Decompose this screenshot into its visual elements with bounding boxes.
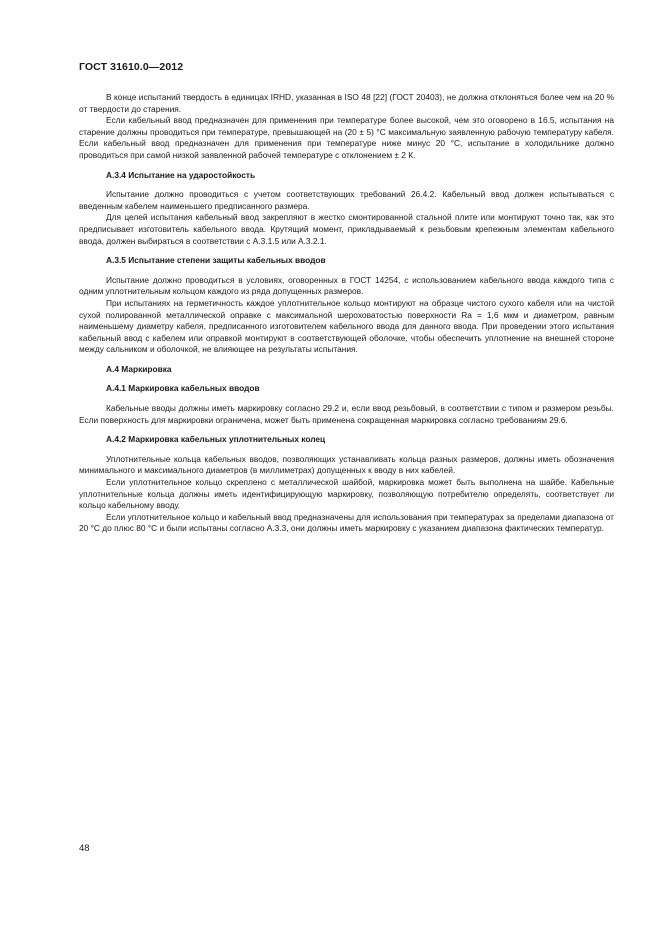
paragraph: Испытание должно проводиться с учетом соответствующих требований 26.4.2. Кабельный ввод должен испытываться с введенным кабелем наименьшего предписанного размера. bbox=[79, 189, 614, 211]
page-number: 48 bbox=[79, 843, 90, 854]
paragraph: Если уплотнительное кольцо скреплено с металлической шайбой, маркировка может быть выполнена на шайбе. Кабельные уплотнительные кольца должны иметь идентифицирующую маркировку, позволяющую потребителю определять, соответствует ли кольцо кабельному вводу. bbox=[79, 477, 614, 511]
paragraph: Если уплотнительное кольцо и кабельный ввод предназначены для использования при температурах за пределами диапазона от 20 °С до плюс 80 °С и были испытаны согласно А.3.3, они должны иметь маркировку с указанием диапазона фактических температур. bbox=[79, 511, 614, 534]
paragraph: Если кабельный ввод предназначен для применения при температуре более высокой, чем это оговорено в 16.5, испытания на старение должны проводиться при температуре, превышающей на (20 ± 5) °С максимальную заявленную рабочую температуру кабеля. Если кабельный ввод предназначен для применения при температуре ниже минус 20 °С, испытание в холодильнике должно проводиться при самой низкой заявленной рабочей температуре с отклонением ± 2 К. bbox=[79, 115, 614, 160]
paragraph: При испытаниях на герметичность каждое уплотнительное кольцо монтируют на образце чистого сухого кабеля или на чистой сухой полированной металлической оправке с максимальной шероховатостью поверхности Ra = 1,6 мкм и диаметром, равным наименьшему диаметру кабеля, предписанного изготовителем кабельного ввода для данного ввода. При проведении этого испытания кабельный ввод с кабелем или оправкой монтируют в соответствующей оболочке, чтобы обеспечить уплотнение на внешней стороне между сальником и оболочкой, не влияющее на результаты испытания. bbox=[79, 297, 614, 355]
document-body bbox=[79, 92, 614, 535]
section-heading: А.4.2 Маркировка кабельных уплотнительных колец bbox=[106, 434, 326, 445]
paragraph: Кабельные вводы должны иметь маркировку согласно 29.2 и, если ввод резьбовый, в соответствии с типом и размером резьбы. Если поверхность для маркировки ограничена, может быть применена сокращенная маркировка согласно требованиям 29.6. bbox=[79, 403, 614, 425]
section-heading: А.4.1 Маркировка кабельных вводов bbox=[106, 383, 260, 394]
paragraph: В конце испытаний твердость в единицах IRHD, указанная в ISO 48 [22] (ГОСТ 20403), не должна отклоняться более чем на 20 % от твердости до старения. bbox=[79, 92, 614, 114]
section-heading: А.3.5 Испытание степени защиты кабельных вводов bbox=[106, 255, 326, 266]
section-heading: А.3.4 Испытание на ударостойкость bbox=[106, 169, 256, 180]
document-code-header: ГОСТ 31610.0—2012 bbox=[79, 61, 184, 73]
section-heading: А.4 Маркировка bbox=[106, 363, 172, 374]
paragraph: Испытание должно проводиться в условиях, оговоренных в ГОСТ 14254, с использованием кабельного ввода каждого типа с одним уплотнительным кольцом каждого из ряда допущенных размеров. bbox=[79, 274, 614, 297]
paragraph: Уплотнительные кольца кабельных вводов, позволяющих устанавливать кольца разных размеров, должны иметь обозначения минимального и максимального диаметров (в миллиметрах) допущенных к вводу в них кабелей. bbox=[79, 453, 614, 476]
paragraph: Для целей испытания кабельный ввод закрепляют в жестко смонтированной стальной плите или монтируют точно так, как это предписывает изготовитель кабельного ввода. Крутящий момент, прикладываемый к резьбовым крепежным элементам кабельного ввода, должен выбираться в соответствии с А.3.1.5 или А.3.2.1. bbox=[79, 212, 614, 246]
